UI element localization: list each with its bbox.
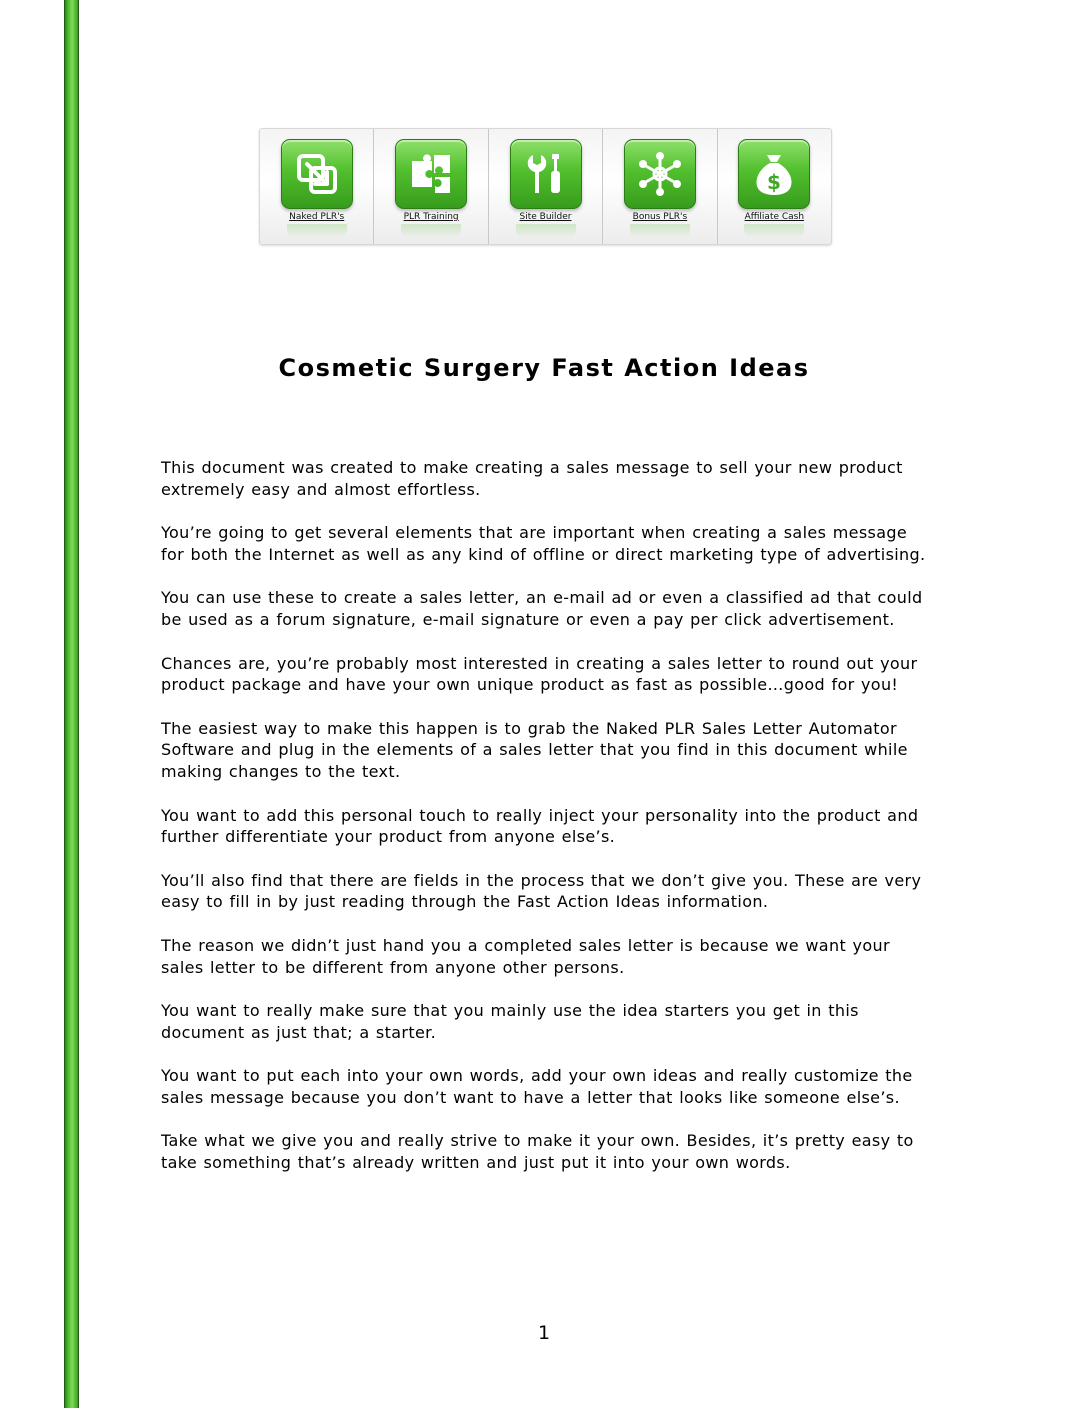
page-number: 1 [537,1322,551,1344]
tile-reflection [287,224,347,238]
nav-tile [395,139,467,209]
nav-label: Site Builder [519,212,572,222]
network-hub-icon [637,151,683,197]
nav-tile [510,139,582,209]
document-body [161,457,931,1196]
paragraph: You want to really make sure that you mainly use the idea starters you get in this document as just that; a starter. [161,1001,859,1042]
nav-item-plr-training[interactable] [374,129,488,244]
nav-item-bonus-plrs[interactable] [603,129,717,244]
paragraph: The reason we didn’t just hand you a completed sales letter is because we want your sales letter to be different from anyone other persons. [161,935,890,977]
money-bag-icon [751,151,797,197]
nav-tile [281,139,353,209]
document-title: Cosmetic Surgery Fast Action Ideas [278,354,810,382]
tile-reflection [630,224,690,238]
nav-tile [738,139,810,209]
arrow-box-icon [294,151,340,197]
nav-item-naked-plrs[interactable] [260,129,374,244]
puzzle-icon [408,151,454,197]
paragraph: You’ll also find that there are fields in the process that we don’t give you. These are very easy to fill in by just reading through the Fast Action Ideas information. [161,870,922,912]
nav-label: Bonus PLR's [632,212,688,222]
tile-reflection [516,224,576,238]
tile-reflection [401,224,461,238]
paragraph: The easiest way to make this happen is to grab the Naked PLR Sales Letter Automator Software and plug in the elements of a sales letter that you find in this document while making changes to the text. [161,718,908,781]
nav-label: Affiliate Cash [744,212,805,222]
wrench-screwdriver-icon [523,151,569,197]
paragraph: You want to put each into your own words, add your own ideas and really customize the sales message because you don’t want to have a letter that looks like someone else’s. [161,1066,913,1107]
paragraph: This document was created to make creating a sales message to sell your new product extremely easy and almost effortless. [161,458,903,499]
nav-tile [624,139,696,209]
paragraph: Take what we give you and really strive to make it your own. Besides, it’s pretty easy to take something that’s already written and just put it into your own words. [161,1131,914,1173]
green-side-bar [64,0,79,1408]
paragraph: Chances are, you’re probably most interested in creating a sales letter to round out your product package and have your own unique product as fast as possible…good for you! [161,653,918,695]
nav-label: PLR Training [403,212,459,222]
tile-reflection [744,224,804,238]
nav-label: Naked PLR's [289,212,345,222]
paragraph: You’re going to get several elements that are important when creating a sales message for both the Internet as well as any kind of offline or direct marketing type of advertising. [161,523,926,564]
paragraph: You can use these to create a sales letter, an e-mail ad or even a classified ad that could be used as a forum signature, e-mail signature or even a pay per click advertisement. [161,588,923,629]
svg-text:$: $ [767,170,782,194]
nav-item-site-builder[interactable] [489,129,603,244]
nav-banner [259,128,832,245]
paragraph: You want to add this personal touch to really inject your personality into the product and further differentiate your product from anyone else’s. [161,805,919,847]
nav-item-affiliate-cash[interactable] [718,129,831,244]
